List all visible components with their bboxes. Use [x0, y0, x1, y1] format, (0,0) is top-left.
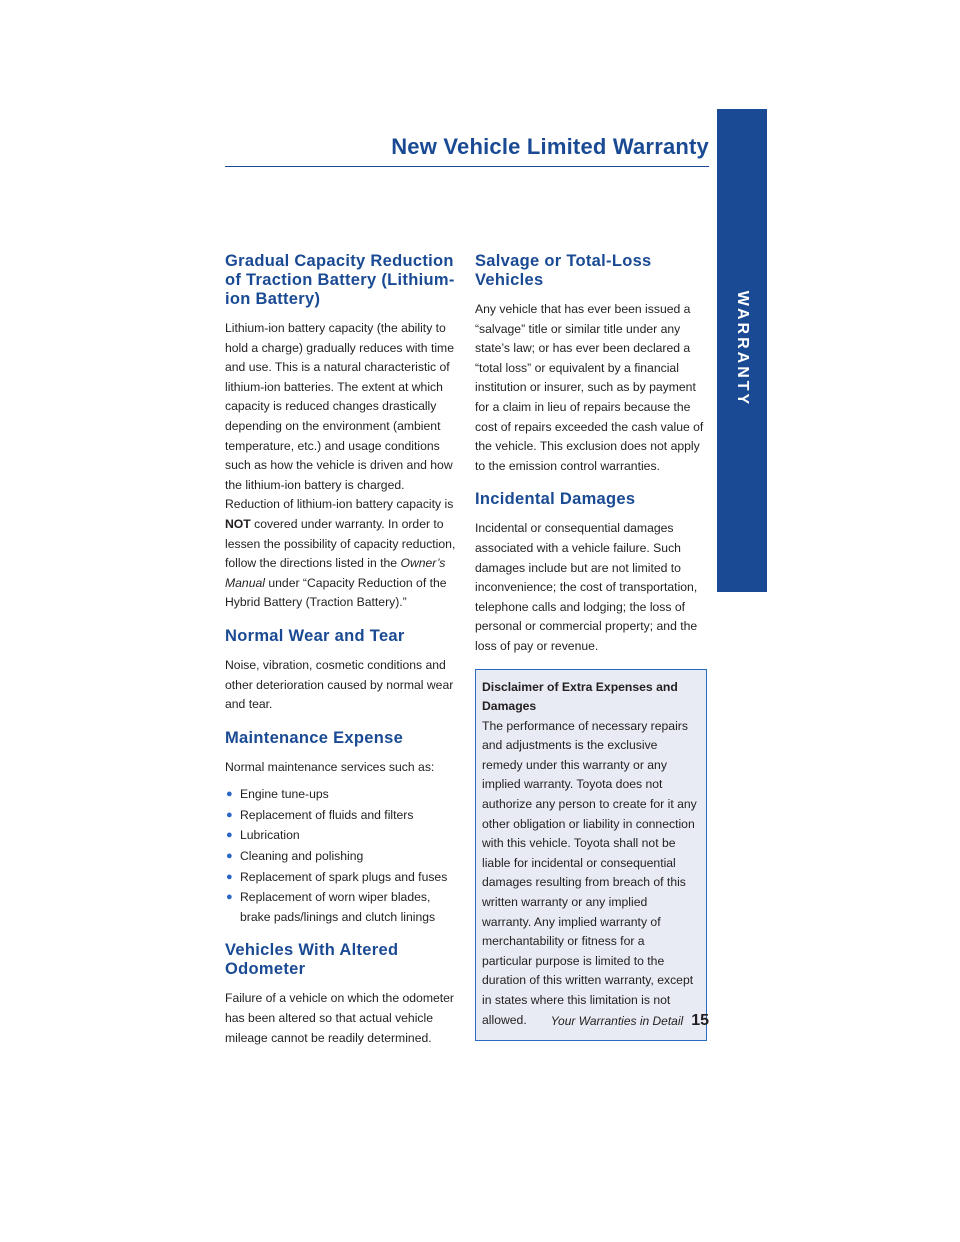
- section-maintenance: [225, 729, 458, 928]
- bullet-icon: ●: [226, 829, 233, 842]
- section-incidental: [475, 490, 707, 656]
- page-number: 15: [691, 1012, 709, 1029]
- page-title: New Vehicle Limited Warranty: [391, 134, 709, 159]
- section-salvage: [475, 252, 707, 476]
- list-item-text: Cleaning and polishing: [240, 849, 364, 864]
- gradual-capacity-text: [225, 319, 458, 613]
- disclaimer-title: Disclaimer of Extra Expenses and Damages: [482, 679, 678, 714]
- maintenance-intro: Normal maintenance services such as:: [225, 759, 435, 774]
- section-gradual-capacity: [225, 252, 458, 613]
- section-normal-wear: [225, 627, 458, 715]
- gradual-text-1: Lithium-ion battery capacity (the ability to hold a charge) gradually reduces with time and use. This is a natural characteristic of lithium-ion batteries. The extent at which capacity is reduced changes drastically depending on the environment (ambient temperature, etc.) and usage conditions such as how the vehicle is driven and how the lithium-ion battery is charged. Reduction of lithium-ion battery capacity is: [225, 321, 454, 512]
- heading-gradual-capacity: Gradual Capacity Reduction of Traction Battery (Lithium-ion Battery): [225, 252, 455, 308]
- bullet-icon: ●: [226, 891, 233, 904]
- gradual-text-3: under “Capacity Reduction of the Hybrid Battery (Traction Battery).”: [225, 575, 447, 610]
- maintenance-list: [225, 785, 458, 927]
- list-item-text: Engine tune-ups: [240, 787, 329, 802]
- altered-odometer-text: Failure of a vehicle on which the odometer has been altered so that actual vehicle mileage cannot be readily determined.: [225, 991, 454, 1045]
- side-tab-label: WARRANTY: [734, 290, 751, 408]
- heading-maintenance: Maintenance Expense: [225, 728, 404, 747]
- not-emphasis: NOT: [225, 516, 251, 531]
- title-divider: [225, 166, 709, 167]
- gradual-text-2: covered under warranty. In order to lessen the possibility of capacity reduction, follow the directions listed in the: [225, 516, 456, 571]
- list-item-text: Lubrication: [240, 828, 300, 843]
- owners-manual-reference: Owner’s Manual: [225, 556, 446, 590]
- list-item: [225, 785, 458, 805]
- list-item: [225, 868, 458, 888]
- heading-altered-odometer: Vehicles With Altered Odometer: [225, 941, 399, 979]
- list-item: [225, 826, 458, 846]
- heading-salvage: Salvage or Total-Loss Vehicles: [475, 252, 652, 289]
- list-item: [225, 806, 458, 826]
- bullet-icon: ●: [226, 850, 233, 863]
- side-tab: [717, 109, 767, 592]
- footer-label: Your Warranties in Detail: [550, 1014, 684, 1028]
- bullet-icon: ●: [226, 808, 233, 821]
- list-item-text: Replacement of fluids and filters: [240, 807, 414, 822]
- disclaimer-text: The performance of necessary repairs and adjustments is the exclusive remedy under this warranty or any implied warranty. Toyota does not authorize any person to create for it any other obligation or liability in connection with this vehicle. Toyota shall not be liable for incidental or consequential damages resulting from breach of this written warranty or any implied warranty. Any implied warranty of merchantability or fitness for a particular purpose is limited to the duration of this written warranty, except in states where this limitation is not allowed.: [482, 718, 697, 1027]
- left-column: [225, 252, 458, 1048]
- salvage-text: Any vehicle that has ever been issued a “salvage” title or similar title under any state’s law; or has ever been declared a “total loss” or equivalent by a financial institution or insurer, such as by payment for a claim in lieu of repairs because the cost of repairs exceeded the cash value of the vehicle. This exclusion does not apply to the emission control warranties.: [475, 302, 704, 473]
- right-column: [475, 252, 707, 1041]
- disclaimer-box: [475, 669, 707, 1042]
- list-item-text: Replacement of worn wiper blades, brake pads/linings and clutch linings: [240, 890, 436, 924]
- bullet-icon: ●: [226, 788, 233, 801]
- list-item-text: Replacement of spark plugs and fuses: [240, 869, 448, 884]
- normal-wear-text: Noise, vibration, cosmetic conditions and other deterioration caused by normal wear and tear.: [225, 657, 454, 712]
- page-footer: [475, 1012, 709, 1030]
- list-item: [225, 888, 458, 927]
- incidental-text: Incidental or consequential damages associated with a vehicle failure. Such damages include but are not limited to inconvenience; the cost of transportation, telephone calls and lodging; the loss of personal or commercial property; and the loss of pay or revenue.: [475, 521, 698, 653]
- bullet-icon: ●: [226, 870, 233, 883]
- heading-normal-wear: Normal Wear and Tear: [225, 626, 405, 645]
- heading-incidental: Incidental Damages: [475, 490, 636, 509]
- list-item: [225, 847, 458, 867]
- section-altered-odometer: [225, 941, 458, 1048]
